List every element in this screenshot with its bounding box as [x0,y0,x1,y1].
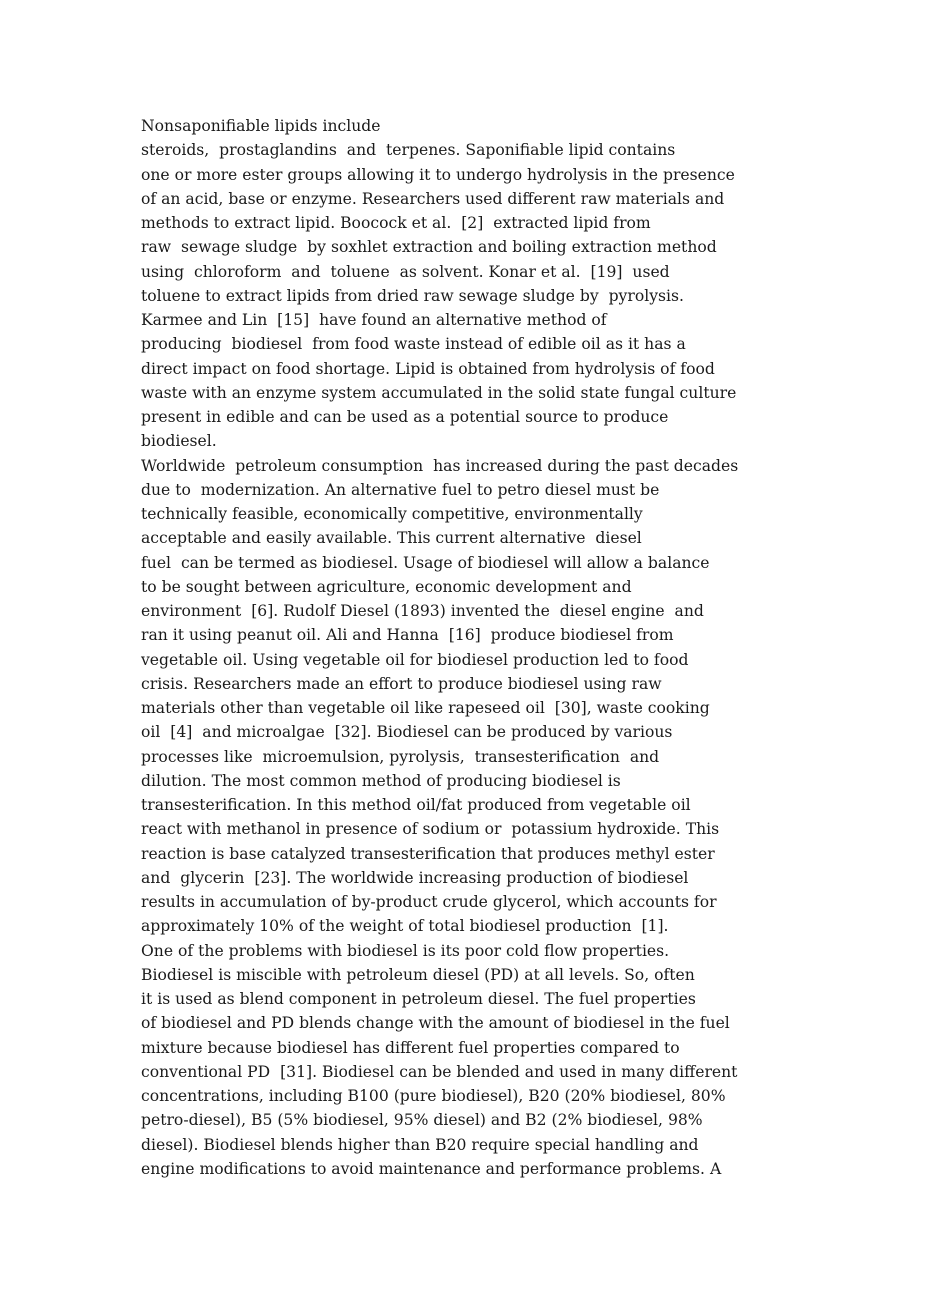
text-line: of an acid, base or enzyme. Researchers used different raw materials and [141,189,725,208]
text-line: mixture because biodiesel has different fuel properties compared to [141,1038,680,1057]
text-line: acceptable and easily available. This current alternative diesel [141,529,642,548]
text-line: fuel can be termed as biodiesel. Usage of biodiesel will allow a balance [141,553,710,572]
body-text [141,114,791,1181]
text-line: engine modifications to avoid maintenance and performance problems. A [141,1159,722,1178]
text-line: present in edible and can be used as a potential source to produce [141,408,669,426]
text-line: Karmee and Lin [15] have found an alternative method of [141,311,607,329]
text-line: processes like microemulsion, pyrolysis, transesterification and [141,747,660,766]
text-line: one or more ester groups allowing it to undergo hydrolysis in the presence [141,165,735,184]
text-line: environment [6]. Rudolf Diesel (1893) invented the diesel engine and [141,602,704,620]
text-line: using chloroform and toluene as solvent. Konar et al. [19] used [141,262,670,281]
text-line: results in accumulation of by-product crude glycerol, which accounts for [141,893,717,911]
text-line: crisis. Researchers made an effort to produce biodiesel using raw [141,674,662,693]
text-line: oil [4] and microalgae [32]. Biodiesel can be produced by various [141,723,673,742]
text-line: transesterification. In this method oil/fat produced from vegetable oil [141,796,691,814]
text-line: Biodiesel is miscible with petroleum diesel (PD) at all levels. So, often [141,965,695,984]
text-line: due to modernization. An alternative fuel to petro diesel must be [141,480,660,499]
text-line: of biodiesel and PD blends change with the amount of biodiesel in the fuel [141,1014,730,1033]
text-line: vegetable oil. Using vegetable oil for biodiesel production led to food [141,650,689,669]
text-line: producing biodiesel from food waste instead of edible oil as it has a [141,335,686,354]
text-line: diesel). Biodiesel blends higher than B20 require special handling and [141,1135,699,1154]
text-line: materials other than vegetable oil like rapeseed oil [30], waste cooking [141,699,710,717]
text-line: waste with an enzyme system accumulated in the solid state fungal culture [141,383,737,402]
text-line: dilution. The most common method of producing biodiesel is [141,771,621,790]
text-line: raw sewage sludge by soxhlet extraction and boiling extraction method [141,238,717,257]
text-line: technically feasible, economically competitive, environmentally [141,505,643,523]
text-line: methods to extract lipid. Boocock et al. [2] extracted lipid from [141,214,651,232]
text-line: One of the problems with biodiesel is its poor cold flow properties. [141,941,670,960]
text-line: petro-diesel), B5 (5% biodiesel, 95% diesel) and B2 (2% biodiesel, 98% [141,1111,703,1130]
text-line: it is used as blend component in petroleum diesel. The fuel properties [141,990,696,1008]
text-line: direct impact on food shortage. Lipid is obtained from hydrolysis of food [141,359,715,378]
text-line: steroids, prostaglandins and terpenes. Saponifiable lipid contains [141,141,676,160]
text-line: to be sought between agriculture, economic development and [141,577,632,596]
text-line: react with methanol in presence of sodium or potassium hydroxide. This [141,820,720,839]
text-line: Nonsaponifiable lipids include [141,117,381,135]
text-line: concentrations, including B100 (pure biodiesel), B20 (20% biodiesel, 80% [141,1087,726,1105]
text-line: conventional PD [31]. Biodiesel can be blended and used in many different [141,1062,738,1081]
text-line: toluene to extract lipids from dried raw sewage sludge by pyrolysis. [141,286,684,305]
text-line: reaction is base catalyzed transesterification that produces methyl ester [141,844,715,863]
text-line: biodiesel. [141,432,217,451]
text-line: ran it using peanut oil. Ali and Hanna [16] produce biodiesel from [141,626,674,645]
text-line: approximately 10% of the weight of total biodiesel production [1]. [141,917,669,936]
text-line: and glycerin [23]. The worldwide increasing production of biodiesel [141,868,689,887]
text-line: Worldwide petroleum consumption has increased during the past decades [141,456,739,475]
